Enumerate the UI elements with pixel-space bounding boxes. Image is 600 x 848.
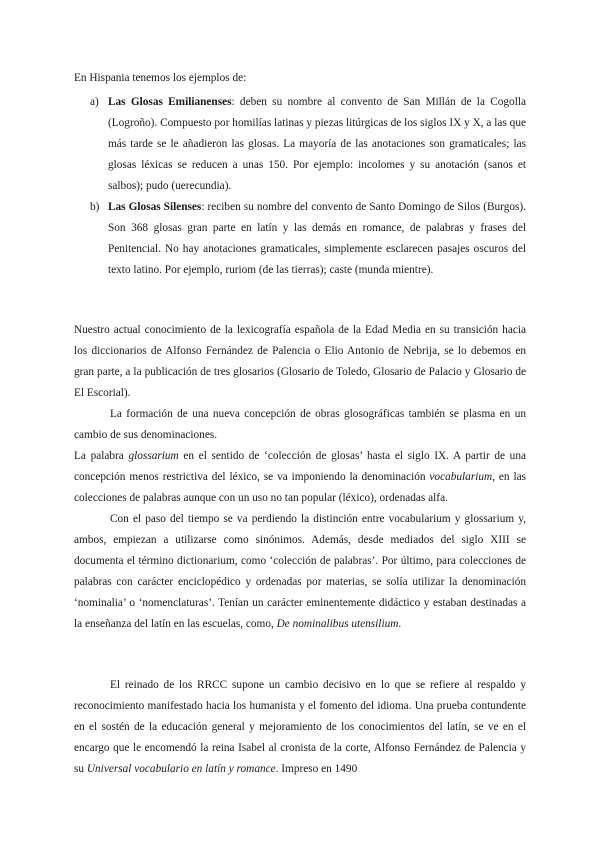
text-run: en el sentido de ‘colección de glosas’ hasta el siglo IX. A partir de una concepción menos restrictiva del léxico, se va imponiendo la denominación <box>74 450 526 483</box>
text-run: La palabra <box>74 450 129 462</box>
paragraph-denominations: La formación de una nueva concepción de obras glosográficas también se plasma en un cambio de sus denominaciones. <box>74 408 526 441</box>
paragraph-rrcc <box>74 675 526 780</box>
list-item <box>74 92 526 197</box>
paragraph-glossarium <box>74 446 526 509</box>
item-title: Las Glosas Silenses <box>108 201 202 213</box>
text-run: . <box>398 618 402 630</box>
item-text: : deben su nombre al convento de San Millán de la Cogolla (Logroño). Compuesto por homilías latinas y piezas litúrgicas de los siglos IX y X, a las que más tarde se le añadieron las glosas. La mayoría de las anotaciones son gramaticales; las glosas léxicas se reducen a unas 150. Por ejemplo: incolomes y su anotación (sanos et salbos); pudo (uerecundia). <box>108 96 526 192</box>
text-run: . Impreso en 1490 <box>275 763 358 775</box>
examples-list <box>74 92 526 281</box>
italic-term: Universal vocabulario en latín y romance <box>86 763 276 775</box>
intro-line: En Hispania tenemos los ejemplos de: <box>74 72 247 84</box>
italic-term: glossarium <box>128 450 179 462</box>
text-run: El reinado de los RRCC supone un cambio decisivo en lo que se refiere al respaldo y reconocimiento manifestado hacia los humanista y el fomento del idioma. Una prueba contundente en el sostén de la educación general y mejoramiento de los conocimientos del latín, se ve en el encargo que le encomendó la reina Isabel al cronista de la corte, Alfonso Fernández de Palencia y su <box>74 679 526 775</box>
item-text: : reciben su nombre del convento de Santo Domingo de Silos (Burgos). Son 368 glosas gran parte en latín y las demás en romance, de palabras y frases del Penitencial. No hay anotaciones gramaticales, simplemente esclarecen pasajes oscuros del texto latino. Por ejemplo, ruriom (de las tierras); caste (munda mientre). <box>108 201 526 276</box>
list-marker: b) <box>90 201 100 213</box>
text-run: Con el paso del tiempo se va perdiendo la distinción entre vocabularium y glossarium y, ambos, empiezan a utilizarse como sinónimos. Además, desde mediados del siglo XIII se documenta el término dictionarium, como ‘colección de palabras’. Por último, para colecciones de palabras con carácter enciclopédico y ordenadas por materias, se solía utilizar la denominación ‘nominalia’ o ‘nomenclaturas’. Tenían un carácter eminentemente didáctico y estaban destinadas a la enseñanza del latín en las escuelas, como, <box>74 513 526 630</box>
text-run: en las colecciones de palabras aunque con un uso no tan popular (léxico), ordenadas alfa. <box>74 471 526 504</box>
paragraph-lexicography: Nuestro actual conocimiento de la lexicografía española de la Edad Media en su transición hacia los diccionarios de Alfonso Fernández de Palencia o Elio Antonio de Nebrija, se lo debemos en gran parte, a la publicación de tres glosarios (Glosario de Toledo, Glosario de Palacio y Glosario de El Escorial). <box>74 324 526 399</box>
italic-term: vocabularium, <box>429 471 495 483</box>
list-marker: a) <box>90 96 99 108</box>
item-title: Las Glosas Emilianenses <box>108 96 232 108</box>
italic-term: De nominalibus utensilium <box>276 618 399 630</box>
paragraph-dictionarium <box>74 509 526 635</box>
list-item <box>74 197 526 281</box>
